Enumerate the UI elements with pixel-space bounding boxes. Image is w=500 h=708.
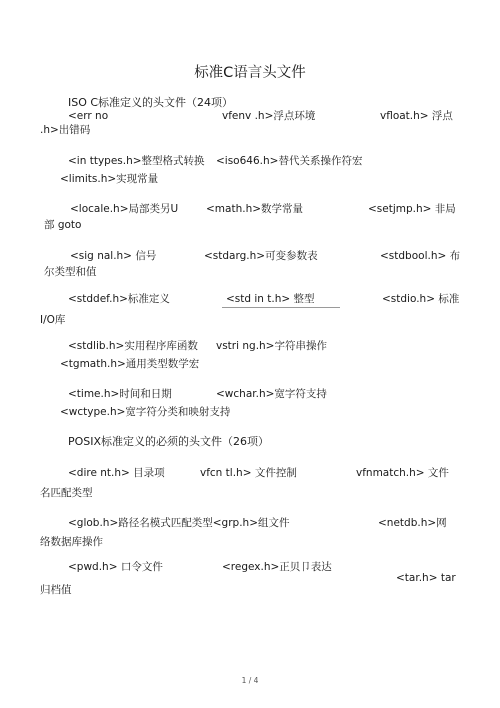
- page-number: 1 / 4: [241, 676, 259, 685]
- section-heading-iso-c: ISO C标准定义的头文件（24项）: [68, 96, 234, 109]
- header-entry: vfenv .h>浮点环境: [222, 110, 316, 122]
- page-title: 标准C语言头文件: [194, 65, 306, 81]
- header-entry: <wctype.h>宽字符分类和映射支持: [60, 406, 231, 418]
- header-entry-continued: .h>出错码: [40, 124, 91, 136]
- text-underline: [222, 307, 340, 308]
- header-entry-continued: 名匹配类型: [40, 487, 93, 499]
- header-entry: <limits.h>实现常量: [60, 173, 159, 185]
- header-entry: <stdarg.h>可变参数表: [204, 250, 318, 262]
- header-entry: <setjmp.h> 非局: [368, 203, 456, 215]
- header-entry: <stdio.h> 标准: [382, 293, 460, 305]
- header-entry: <math.h>数学常量: [206, 203, 304, 215]
- header-entry-continued: 络数据库操作: [40, 536, 103, 548]
- section-heading-posix: POSIX标准定义的必须的头文件（26项）: [68, 435, 270, 448]
- header-entry: <in ttypes.h>整型格式转换: [68, 155, 205, 167]
- header-entry: <stddef.h>标准定义: [68, 293, 170, 305]
- header-entry-continued: I/O库: [40, 314, 66, 326]
- header-entry: <stdbool.h> 布: [380, 250, 461, 262]
- header-entry: <wchar.h>宽字符支持: [216, 388, 327, 400]
- header-entry: vfcn tl.h> 文件控制: [200, 467, 297, 479]
- header-entry: <tgmath.h>通用类型数学宏: [60, 358, 200, 370]
- header-entry: <pwd.h> 口令文件: [68, 561, 163, 573]
- header-entry-continued: 部 goto: [44, 219, 82, 231]
- header-entry: vstri ng.h>字符串操作: [216, 340, 327, 352]
- header-entry: <dire nt.h> 目录项: [68, 467, 165, 479]
- header-entry: <std in t.h> 整型: [226, 293, 315, 305]
- header-entry: <time.h>时间和日期: [68, 388, 172, 400]
- header-entry: <netdb.h>网: [378, 517, 447, 529]
- header-entry: <iso646.h>替代关系操作符宏: [216, 155, 363, 167]
- header-entry-continued: 尔类型和值: [44, 266, 97, 278]
- header-entry: vfloat.h> 浮点: [380, 110, 453, 122]
- header-entry: <glob.h>路径名模式匹配类型<grp.h>组文件: [68, 517, 290, 529]
- header-entry: vfnmatch.h> 文件: [356, 467, 449, 479]
- header-entry: <locale.h>局部类另U: [70, 203, 179, 215]
- header-entry: <regex.h>正贝卩表达: [222, 561, 332, 573]
- header-entry: <sig nal.h> 信号: [70, 250, 157, 262]
- header-entry: <err no: [68, 110, 109, 122]
- header-entry-continued: 归档值: [40, 584, 72, 596]
- header-entry: <tar.h> tar: [396, 572, 456, 584]
- header-entry: <stdlib.h>实用程序库函数: [68, 340, 198, 352]
